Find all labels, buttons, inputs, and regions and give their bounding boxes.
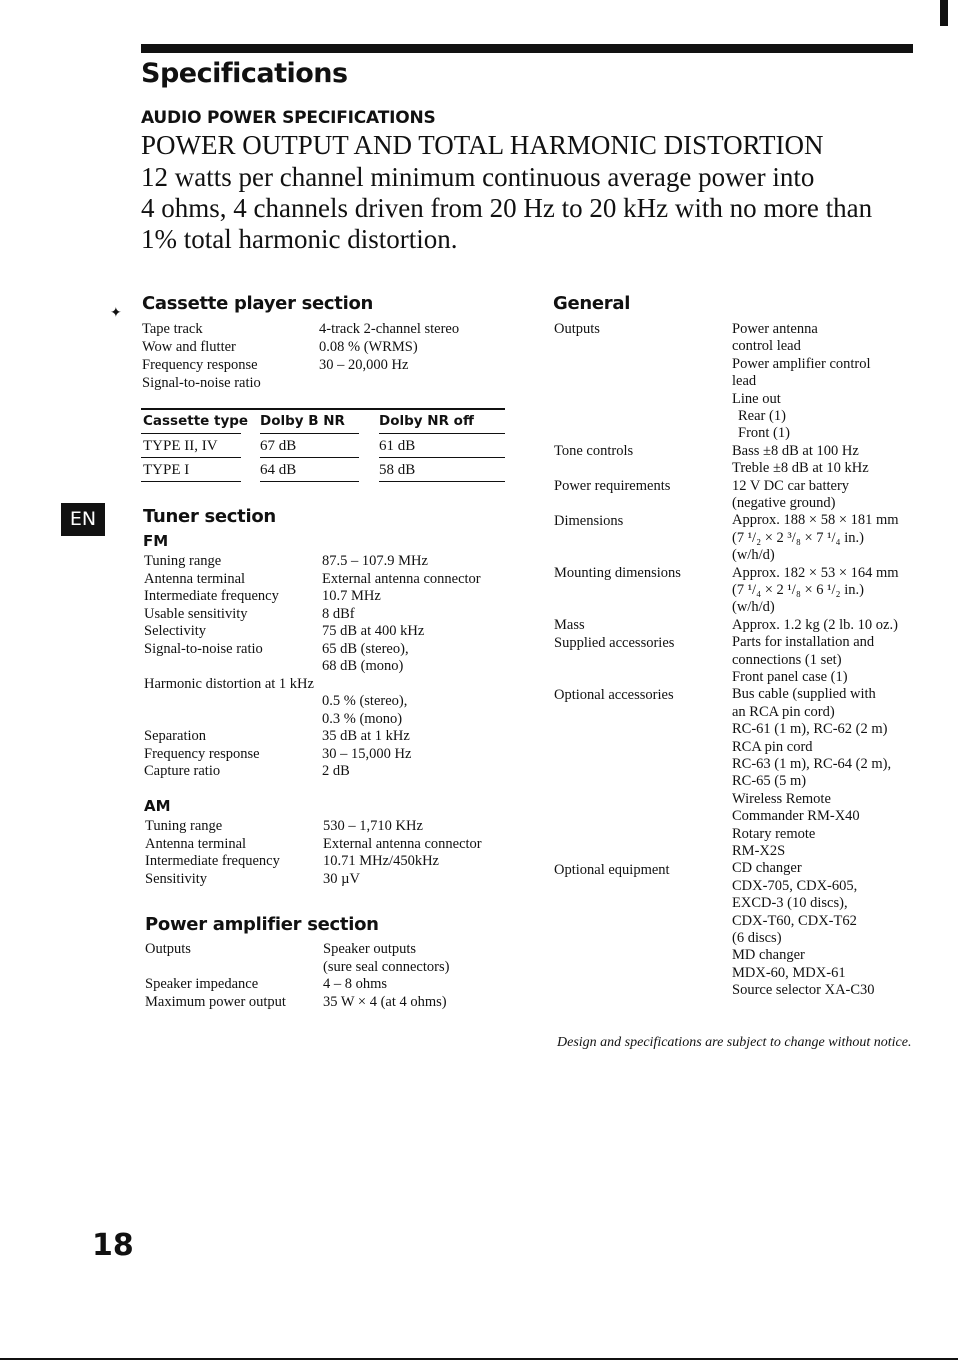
spec-label: Tuning range (144, 553, 222, 569)
table-rule (141, 433, 241, 434)
table-cell: 64 dB (260, 462, 297, 478)
spec-label: Outputs (145, 941, 191, 957)
spec-label: Speaker impedance (145, 976, 259, 992)
general-value-line: CDX-705, CDX-605, (732, 877, 858, 894)
general-value-line: lead (732, 373, 757, 390)
spec-value: External antenna connector (322, 570, 481, 587)
spec-label: Maximum power output (145, 993, 286, 1010)
page-number: 18 (92, 1228, 134, 1263)
general-label-tone: Tone controls (554, 443, 634, 459)
general-value-line: Power antenna (732, 321, 818, 337)
general-value-line: MDX-60, MDX-61 (732, 964, 846, 981)
spec-value: 75 dB at 400 kHz (322, 623, 425, 639)
table-rule (260, 481, 359, 482)
general-value-line: (7 ¹/₄ × 2 ¹/₈ × 6 ¹/₂ in.) (732, 582, 864, 598)
spec-value: 10.7 MHz (322, 588, 381, 604)
general-label-power: Power requirements (554, 478, 671, 494)
general-value-line: Rotary remote (732, 825, 816, 842)
spec-value: 68 dB (mono) (322, 658, 404, 674)
table-cell: 58 dB (379, 462, 416, 478)
spec-value: 35 dB at 1 kHz (322, 728, 410, 744)
spec-label: Antenna terminal (145, 835, 247, 852)
spec-value: 4 – 8 ohms (323, 976, 388, 992)
general-label-mounting: Mounting dimensions (554, 565, 681, 581)
table-rule (260, 457, 359, 458)
spec-value: (sure seal connectors) (323, 958, 450, 975)
general-value-line: CDX-T60, CDX-T62 (732, 912, 857, 929)
general-value-line: Bass ±8 dB at 100 Hz (732, 442, 859, 459)
disclaimer-note: Design and specifications are subject to change without notice. (557, 1035, 912, 1050)
spec-value: 2 dB (322, 763, 350, 779)
general-value-line: Approx. 1.2 kg (2 lb. 10 oz.) (732, 616, 898, 633)
general-value-line: Wireless Remote (732, 790, 831, 807)
general-value-line: Front (1) (738, 425, 790, 442)
spec-label: Separation (144, 728, 207, 744)
spec-value: 30 – 15,000 Hz (322, 745, 412, 762)
table-rule (379, 457, 505, 458)
spec-label: Tape track (142, 321, 203, 337)
am-subheading: AM (144, 797, 171, 815)
general-value-line: control lead (732, 338, 801, 355)
general-value-line: (negative ground) (732, 495, 836, 511)
spec-value: 87.5 – 107.9 MHz (322, 553, 428, 569)
general-value-line: Rear (1) (738, 408, 786, 424)
spec-value: 530 – 1,710 KHz (323, 818, 423, 834)
general-value-line: Commander RM-X40 (732, 808, 860, 825)
fm-subheading: FM (143, 532, 169, 550)
general-section-heading: General (553, 293, 631, 314)
general-value-line: (w/h/d) (732, 599, 775, 616)
general-value-line: connections (1 set) (732, 651, 842, 668)
spec-label: Signal-to-noise ratio (144, 640, 263, 657)
table-rule (379, 433, 505, 434)
margin-mark: ✦ (110, 306, 122, 321)
table-rule (141, 457, 241, 458)
audio-power-line-1: POWER OUTPUT AND TOTAL HARMONIC DISTORTION (141, 130, 824, 160)
spec-label: Wow and flutter (142, 339, 236, 355)
general-value-line: Treble ±8 dB at 10 kHz (732, 460, 869, 477)
table-cell: 61 dB (379, 438, 416, 454)
general-value-line: EXCD-3 (10 discs), (732, 895, 848, 912)
general-label-supplied: Supplied accessories (554, 635, 675, 651)
general-value-line: RC-61 (1 m), RC-62 (2 m) (732, 721, 888, 738)
general-label-optional-accessories: Optional accessories (554, 687, 674, 703)
general-value-line: MD changer (732, 947, 805, 964)
cassette-section-heading: Cassette player section (142, 293, 374, 314)
spec-value: 4-track 2-channel stereo (319, 321, 460, 337)
general-label-optional-equipment: Optional equipment (554, 862, 670, 878)
spec-label: Selectivity (144, 623, 207, 639)
spec-label: Tuning range (145, 818, 223, 834)
spec-label: Antenna terminal (144, 570, 246, 587)
spec-value: 30 – 20,000 Hz (319, 357, 409, 373)
general-value-line: (7 ¹/₂ × 2 ³/₈ × 7 ¹/₄ in.) (732, 529, 864, 546)
general-value-line: RC-63 (1 m), RC-64 (2 m), (732, 756, 892, 772)
spec-value: 10.71 MHz/450kHz (323, 853, 439, 869)
tuner-section-heading: Tuner section (143, 506, 276, 527)
audio-power-heading: AUDIO POWER SPECIFICATIONS (141, 108, 436, 128)
general-value-line: RC-65 (5 m) (732, 773, 807, 790)
general-value-line: an RCA pin cord) (732, 703, 835, 720)
table-rule (141, 481, 241, 482)
spec-value: 0.08 % (WRMS) (319, 339, 418, 355)
spec-value: 35 W × 4 (at 4 ohms) (323, 993, 447, 1010)
spec-value: External antenna connector (323, 835, 482, 852)
table-header: Dolby NR off (379, 413, 474, 429)
spec-label: Sensitivity (145, 870, 208, 887)
spec-label: Frequency response (144, 745, 260, 762)
general-label-outputs: Outputs (554, 321, 600, 337)
general-value-line: Parts for installation and (732, 634, 875, 651)
spec-value: 0.5 % (stereo), (322, 693, 408, 709)
table-rule (379, 481, 505, 482)
general-value-line: Approx. 188 × 58 × 181 mm (732, 512, 899, 529)
general-value-line: CD changer (732, 860, 802, 877)
power-amp-section-heading: Power amplifier section (145, 914, 379, 935)
general-value-line: Front panel case (1) (732, 669, 848, 685)
general-label-dimensions: Dimensions (554, 513, 624, 529)
audio-power-line-2: 12 watts per channel minimum continuous average power into (141, 162, 815, 192)
general-value-line: RM-X2S (732, 843, 786, 859)
page-title: Specifications (141, 58, 348, 89)
table-rule (260, 433, 359, 434)
audio-power-line-4: 1% total harmonic distortion. (141, 224, 458, 254)
spec-value: 65 dB (stereo), (322, 640, 409, 657)
spec-label: Signal-to-noise ratio (142, 375, 261, 391)
spec-label: Usable sensitivity (144, 605, 248, 622)
table-header: Cassette type (143, 413, 249, 429)
table-cell: TYPE I (143, 462, 190, 478)
spec-value: Speaker outputs (323, 941, 417, 957)
spec-label: Intermediate frequency (144, 588, 279, 604)
table-header: Dolby B NR (260, 413, 345, 429)
header-rule (141, 44, 913, 53)
general-value-line: (6 discs) (732, 930, 782, 946)
general-label-mass: Mass (554, 617, 585, 633)
general-value-line: Source selector XA-C30 (732, 982, 875, 999)
general-value-line: Line out (732, 390, 781, 407)
spec-value: 8 dBf (322, 605, 355, 622)
table-top-rule (141, 408, 505, 410)
general-value-line: RCA pin cord (732, 738, 813, 755)
table-cell: TYPE II, IV (143, 438, 218, 454)
spec-label: Intermediate frequency (145, 853, 280, 869)
general-value-line: 12 V DC car battery (732, 477, 850, 494)
language-tab-en: EN (61, 503, 105, 536)
audio-power-line-3: 4 ohms, 4 channels driven from 20 Hz to 20 kHz with no more than (141, 193, 873, 223)
spec-label: Frequency response (142, 357, 258, 373)
table-cell: 67 dB (260, 438, 297, 454)
bottom-rule (0, 1358, 958, 1360)
general-value-line: (w/h/d) (732, 547, 775, 564)
spec-value: 0.3 % (mono) (322, 710, 403, 727)
spec-label: Harmonic distortion at 1 kHz (144, 675, 314, 692)
general-value-line: Power amplifier control (732, 355, 871, 372)
general-value-line: Approx. 182 × 53 × 164 mm (732, 564, 899, 581)
spec-value: 30 µV (323, 870, 360, 887)
corner-crop-mark (940, 0, 948, 26)
general-value-line: Bus cable (supplied with (732, 686, 876, 703)
spec-label: Capture ratio (144, 763, 221, 779)
